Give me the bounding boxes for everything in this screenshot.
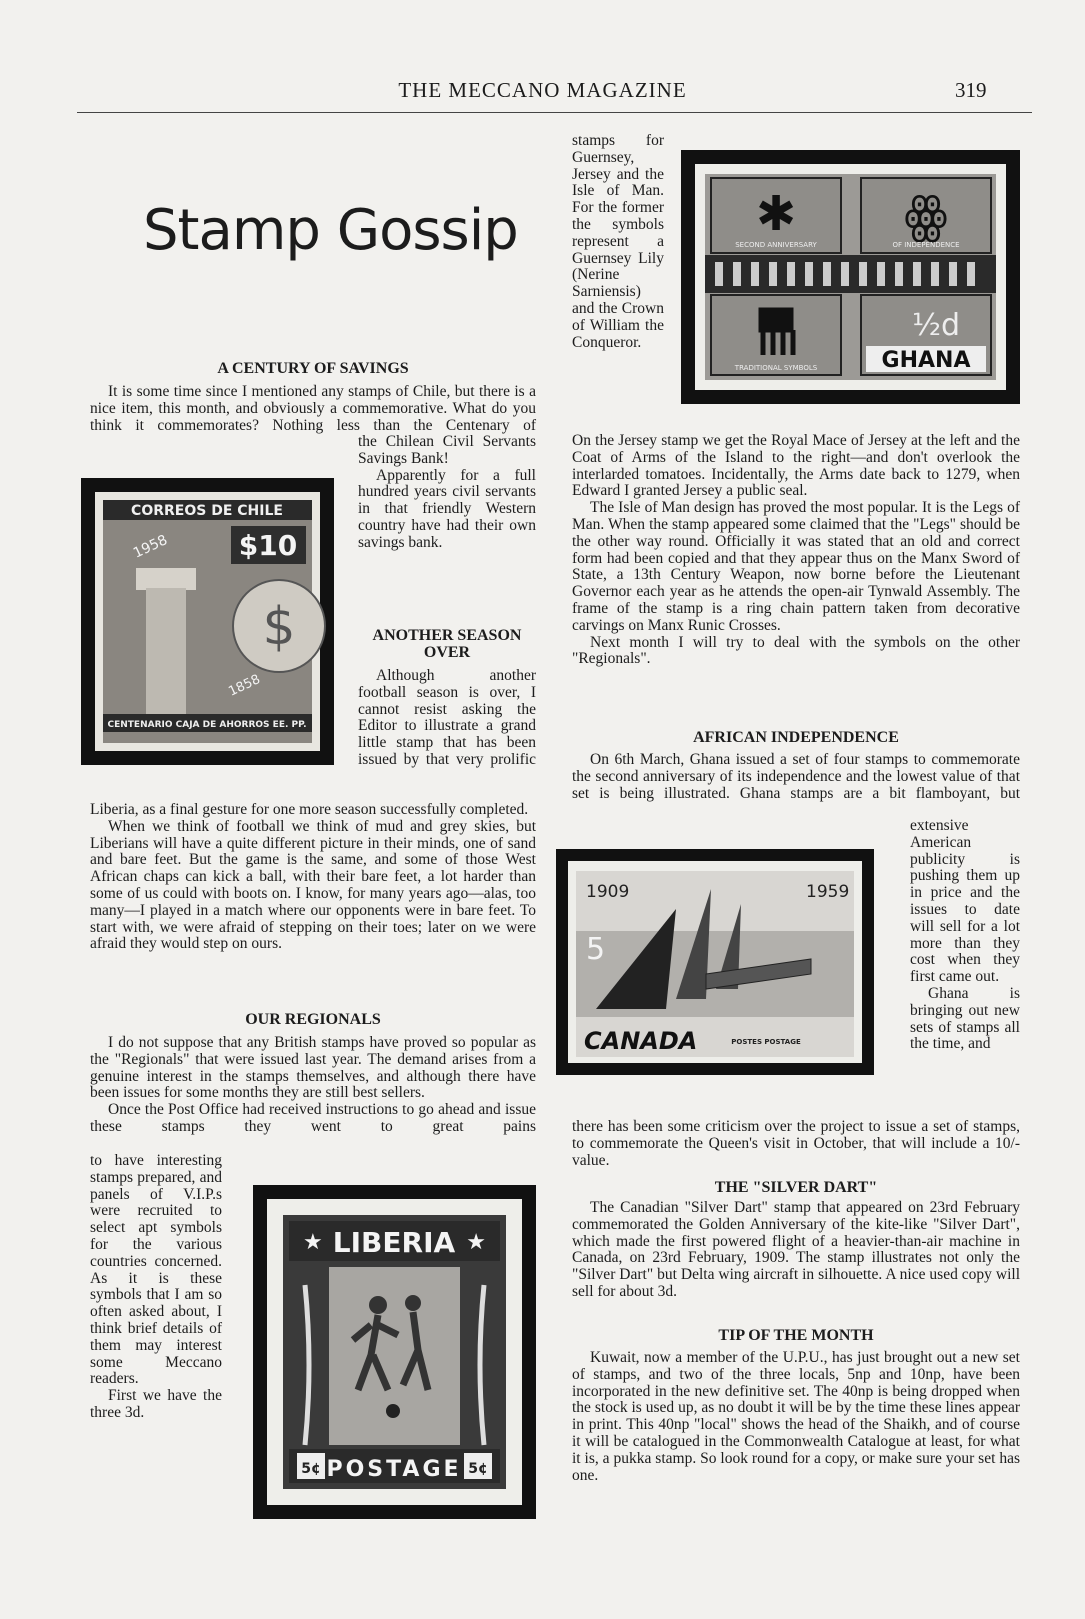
heading-tip-of-the-month: TIP OF THE MONTH (718, 1327, 874, 1344)
canada-stamp-image (556, 849, 874, 1075)
chile-year-left: 1958 (130, 532, 170, 562)
liberia-stamp-image (253, 1185, 536, 1519)
chile-value-text: $10 (238, 529, 298, 562)
regionals-right-text: stamps for Guernsey, Jersey and the Isle of Man. For the former the symbols represent a Guernsey Lily (Nerine Sarniensis) and the Crown of William the Conqueror. (572, 132, 664, 351)
star-icon: ★ (303, 1230, 323, 1255)
canada-value-text: 5 (586, 932, 606, 967)
chile-stamp-image (81, 478, 334, 765)
dollar-sign-icon: $ (262, 597, 296, 657)
tip-of-the-month-text: Kuwait, now a member of the U.P.U., has just brought out a new set of stamps, and two of the three locals, 5np and 10np, have been incorporated in the new definitive set. The 40np is being dropped when the stock is used up, as no doubt it will be by the time these lines appear in print. This 40np "local" shows the head of the Shaikh, and of course it will be catalogued in the Commonwealth Catalogue at least, for what it is, a pukka stamp. So look round for a copy, or make sure your set has one. (572, 1349, 1020, 1484)
adinkra-knot-icon: ꙮ (904, 186, 948, 244)
heading-african-independence: AFRICAN INDEPENDENCE (693, 729, 899, 746)
liberia-value-left: 5¢ (301, 1461, 321, 1477)
chile-footer-text: CENTENARIO CAJA DE AHORROS EE. PP. (107, 720, 307, 730)
heading-century-of-savings: A CENTURY OF SAVINGS (217, 360, 409, 377)
page-number: 319 (955, 78, 987, 102)
liberia-country-text: LIBERIA (332, 1226, 456, 1259)
ghana-country-text: GHANA (881, 348, 971, 373)
canada-postage-text: POSTES POSTAGE (731, 1038, 801, 1046)
canada-country-text: CANADA (584, 1027, 698, 1055)
ghana-top-right-text: OF INDEPENDENCE (892, 241, 960, 249)
regionals-side-text: to have interesting stamps prepared, and panels of V.I.P.s were recruited to select apt symbols for the various countries concerned. As it is these symbols that I am so often asked about, I think brief details of them may interest some Meccano readers. First we have the three 3d. (90, 1152, 222, 1421)
star-icon: ★ (466, 1230, 486, 1255)
regionals-right-body: On the Jersey stamp we get the Royal Mace of Jersey at the left and the Coat of Arms of the Island to the right—and don't overlook the interlarded tomatoes. Incidentally, the Arms date back to 1279, when Edward I granted Jersey a public seal. The Isle of Man design has proved the most popular. It is the Legs of Man. When the stamp appeared some claimed that the "Legs" should be the other way round. Officially it was stated that an old and correct form had been copied and that they appear thus on the Manx Sword of State, a 13th Century Weapon, now borne before the Lieutenant Governor each year as he attends the open-air Tynwald Assembly. The frame of the stamp is a ring chain pattern taken from decorative carvings on Manx Runic Crosses. Next month I will try to deal with the symbols on the other "Regionals". (572, 432, 1020, 668)
regionals-body-text: I do not suppose that any British stamps have proved so popular as the "Regionals" that were issued last year. The demand arises from a genuine interest in the stamps themselves, and although there have been issues for some months they are still best sellers. Once the Post Office had received instructions to go ahead and issue these stamps they went to great pains (90, 1034, 536, 1135)
liberia-postage-text: POSTAGE (326, 1457, 462, 1482)
heading-another-season: ANOTHER SEASON OVER (372, 627, 522, 661)
chile-country-text: CORREOS DE CHILE (131, 503, 283, 519)
ghana-value-text: ½d (911, 308, 961, 343)
ghana-top-left-text: SECOND ANNIVERSARY (735, 241, 817, 249)
silver-dart-text: The Canadian "Silver Dart" stamp that appeared on 23rd February commemorated the Golden Anniversary of the kite-like "Silver Dart", which made the first powered flight of a heavier-than-air machine in Canada, on 23rd February, 1909. The stamp illustrates not only the "Silver Dart" but Delta wing aircraft in silhouette. A nice used copy will sell for about 3d. (572, 1199, 1020, 1300)
canada-year-left: 1909 (586, 882, 630, 902)
liberia-value-right: 5¢ (468, 1461, 488, 1477)
season-body-text: Liberia, as a final gesture for one more season successfully completed. When we think of football we think of mud and grey skies, but Liberians will have a quite different picture in their minds, one of sand and bare feet. But the game is the same, and some of those West African chaps can kick a ball, with their bare feet, a lot harder than some of us could with boots on. I know, for many years ago—alas, too many—I played in a match where our opponents were in bare feet. To start with, we were afraid of stepping on their toes; later on we were afraid they would step on ours. (90, 801, 536, 953)
article-title: Stamp Gossip (143, 198, 518, 263)
canada-year-right: 1959 (806, 882, 850, 902)
season-side-text: Although another football season is over, I cannot resist asking the Editor to illustrate a grand little stamp that has been issued by that very prolific (358, 667, 536, 768)
header-rule (77, 112, 1032, 113)
century-intro: It is some time since I mentioned any stamps of Chile, but there is a nice item, this month, and obviously a commemorative. What do you think it commemorates? Nothing less than the Centenary of (90, 383, 536, 434)
century-side-text: the Chilean Civil Servants Savings Bank! Apparently for a full hundred years civil servants in that friendly Western country have had their own savings bank. (358, 433, 536, 551)
heading-our-regionals: OUR REGIONALS (245, 1011, 381, 1028)
ghana-bottom-left-text: TRADITIONAL SYMBOLS (734, 364, 818, 372)
chile-year-right: 1858 (226, 672, 263, 700)
adinkra-star-icon: ✱ (755, 186, 797, 242)
magazine-header: THE MECCANO MAGAZINE (398, 78, 687, 102)
african-side-text: extensive American publicity is pushing them up in price and the issues to date will sell for a lot more than they cost when they first came out. Ghana is bringing out new sets of stamps all the time, and (910, 817, 1020, 1053)
african-cont-text: there has been some criticism over the project to issue a set of stamps, to commemorate the Queen's visit in October, that will include a 10/- value. (572, 1118, 1020, 1169)
ghana-stamp-image (681, 150, 1020, 404)
heading-silver-dart: THE "SILVER DART" (714, 1179, 878, 1196)
african-intro-text: On 6th March, Ghana issued a set of four stamps to commemorate the second anniversary of its independence and the lowest value of that set is being illustrated. Ghana stamps are a bit flamboyant, but (572, 751, 1020, 802)
